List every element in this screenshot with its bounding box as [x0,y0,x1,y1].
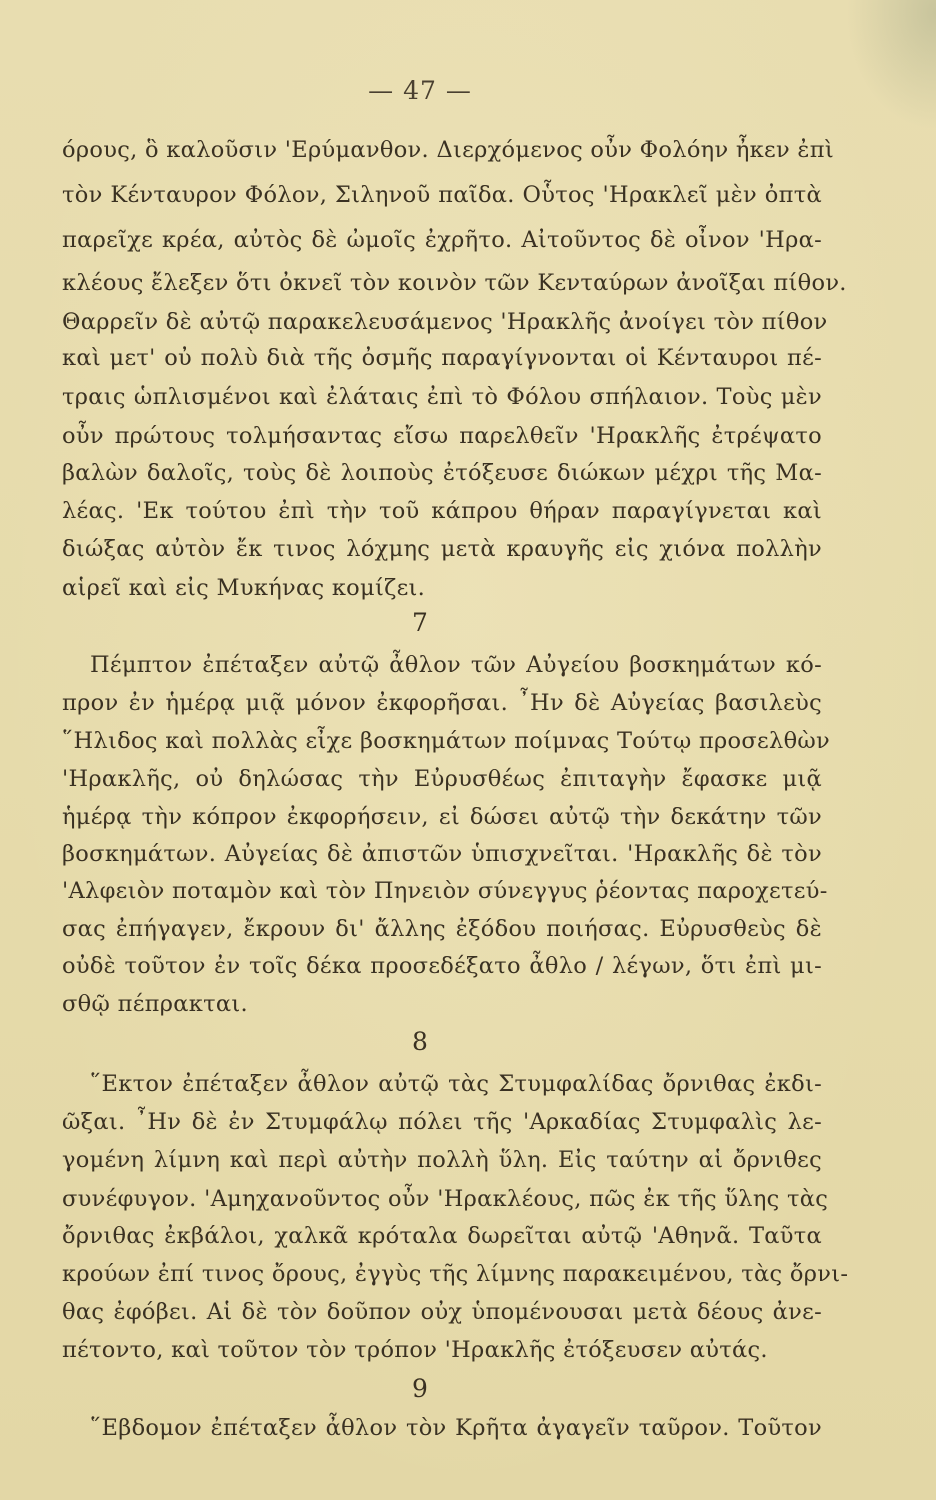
text-line: καὶ μετ' οὐ πολὺ διὰ τῆς ὀσμῆς παραγίγνονται οἱ Κένταυροι πέ- [62,345,822,371]
text-line: Πέμπτον ἐπέταξεν αὐτῷ ἆθλον τῶν Αὐγείου βοσκημάτων κό- [90,652,822,678]
text-line: προν ἐν ἡμέρᾳ μιᾷ μόνον ἐκφορῆσαι. ῏Ην δὲ Αὐγείας βασιλεὺς [62,690,822,716]
page-number: — 47 — [368,76,472,105]
text-line: τὸν Κένταυρον Φόλον, Σιληνοῦ παῖδα. Οὗτος 'Ηρακλεῖ μὲν ὀπτὰ [62,182,822,208]
text-line: σθῷ πέπρακται. [62,991,248,1017]
text-line: γομένη λίμνη καὶ περὶ αὐτὴν πολλὴ ὕλη. Εἰς ταύτην αἱ ὄρνιθες [62,1147,822,1173]
text-line: λέας. 'Εκ τούτου ἐπὶ τὴν τοῦ κάπρου θήραν παραγίγνεται καὶ [62,498,822,524]
text-line: ῞Εβδομον ἐπέταξεν ἆθλον τὸν Κρῆτα ἀγαγεῖν ταῦρον. Τοῦτον [90,1415,822,1441]
text-line: διώξας αὐτὸν ἔκ τινος λόχμης μετὰ κραυγῆς εἰς χιόνα πολλὴν [62,536,822,562]
text-line: 'Αλφειὸν ποταμὸν καὶ τὸν Πηνειὸν σύνεγγυς ῥέοντας παροχετεύ- [62,878,828,904]
text-line: ῞Εκτον ἐπέταξεν ἆθλον αὐτῷ τὰς Στυμφαλίδας ὄρνιθας ἐκδι- [90,1071,822,1097]
text-line: πέτοντο, καὶ τοῦτον τὸν τρόπον 'Ηρακλῆς ἐτόξευσεν αὐτάς. [62,1337,768,1363]
text-line: τραις ὡπλισμένοι καὶ ἐλάταις ἐπὶ τὸ Φόλου σπήλαιον. Τοὺς μὲν [62,384,822,410]
text-line: θας ἐφόβει. Αἱ δὲ τὸν δοῦπον οὐχ ὑπομένουσαι μετὰ δέους ἀνε- [62,1299,822,1325]
text-line: παρεῖχε κρέα, αὐτὸς δὲ ὠμοῖς ἐχρῆτο. Αἰτοῦντος δὲ οἶνον 'Ηρα- [62,227,822,253]
text-line: ὄρνιθας ἐκβάλοι, χαλκᾶ κρόταλα δωρεῖται αὐτῷ 'Αθηνᾶ. Ταῦτα [62,1223,822,1249]
text-line: βαλὼν δαλοῖς, τοὺς δὲ λοιποὺς ἐτόξευσε διώκων μέχρι τῆς Μα- [62,460,822,486]
text-line: 'Ηρακλῆς, οὐ δηλώσας τὴν Εὐρυσθέως ἐπιταγὴν ἔφασκε μιᾷ [62,766,822,792]
text-line: αἱρεῖ καὶ εἰς Μυκήνας κομίζει. [62,575,426,601]
text-line: Θαρρεῖν δὲ αὐτῷ παρακελευσάμενος 'Ηρακλῆς ἀνοίγει τὸν πίθον [62,309,828,335]
text-line: κρούων ἐπί τινος ὄρους, ἐγγὺς τῆς λίμνης παρακειμένου, τὰς ὄρνι- [62,1261,849,1287]
text-line: σας ἐπήγαγεν, ἔκρουν δι' ἄλλης ἐξόδου ποιήσας. Εὐρυσθεὺς δὲ [62,916,822,942]
text-line: όρους, ὃ καλοῦσιν 'Ερύμανθον. Διερχόμενος οὖν Φολόην ἦκεν ἐπὶ [62,137,835,163]
section-number: 7 [412,608,428,637]
text-line: βοσκημάτων. Αὐγείας δὲ ἀπιστῶν ὑπισχνεῖται. 'Ηρακλῆς δὲ τὸν [62,841,822,867]
text-line: ῶξαι. ῏Ην δὲ ἐν Στυμφάλῳ πόλει τῆς 'Αρκαδίας Στυμφαλὶς λε- [62,1109,822,1135]
text-line: συνέφυγον. 'Αμηχανοῦντος οὖν 'Ηρακλέους, πῶς ἐκ τῆς ὕλης τὰς [62,1186,829,1212]
text-line: οὐδὲ τοῦτον ἐν τοῖς δέκα προσεδέξατο ἆθλο / λέγων, ὅτι ἐπὶ μι- [62,953,822,979]
text-line: οὖν πρώτους τολμήσαντας εἴσω παρελθεῖν 'Ηρακλῆς ἐτρέψατο [62,423,822,449]
page-stain [846,0,936,130]
section-number: 9 [412,1374,428,1403]
section-number: 8 [412,1027,428,1056]
text-line: ἡμέρᾳ τὴν κόπρον ἐκφορήσειν, εἰ δώσει αὐτῷ τὴν δεκάτην τῶν [62,804,822,830]
text-line: κλέους ἔλεξεν ὅτι ὀκνεῖ τὸν κοινὸν τῶν Κενταύρων ἀνοῖξαι πίθον. [62,270,847,296]
text-line: ῞Ηλιδος καὶ πολλὰς εἶχε βοσκημάτων ποίμνας Τούτῳ προσελθὼν [62,728,831,754]
